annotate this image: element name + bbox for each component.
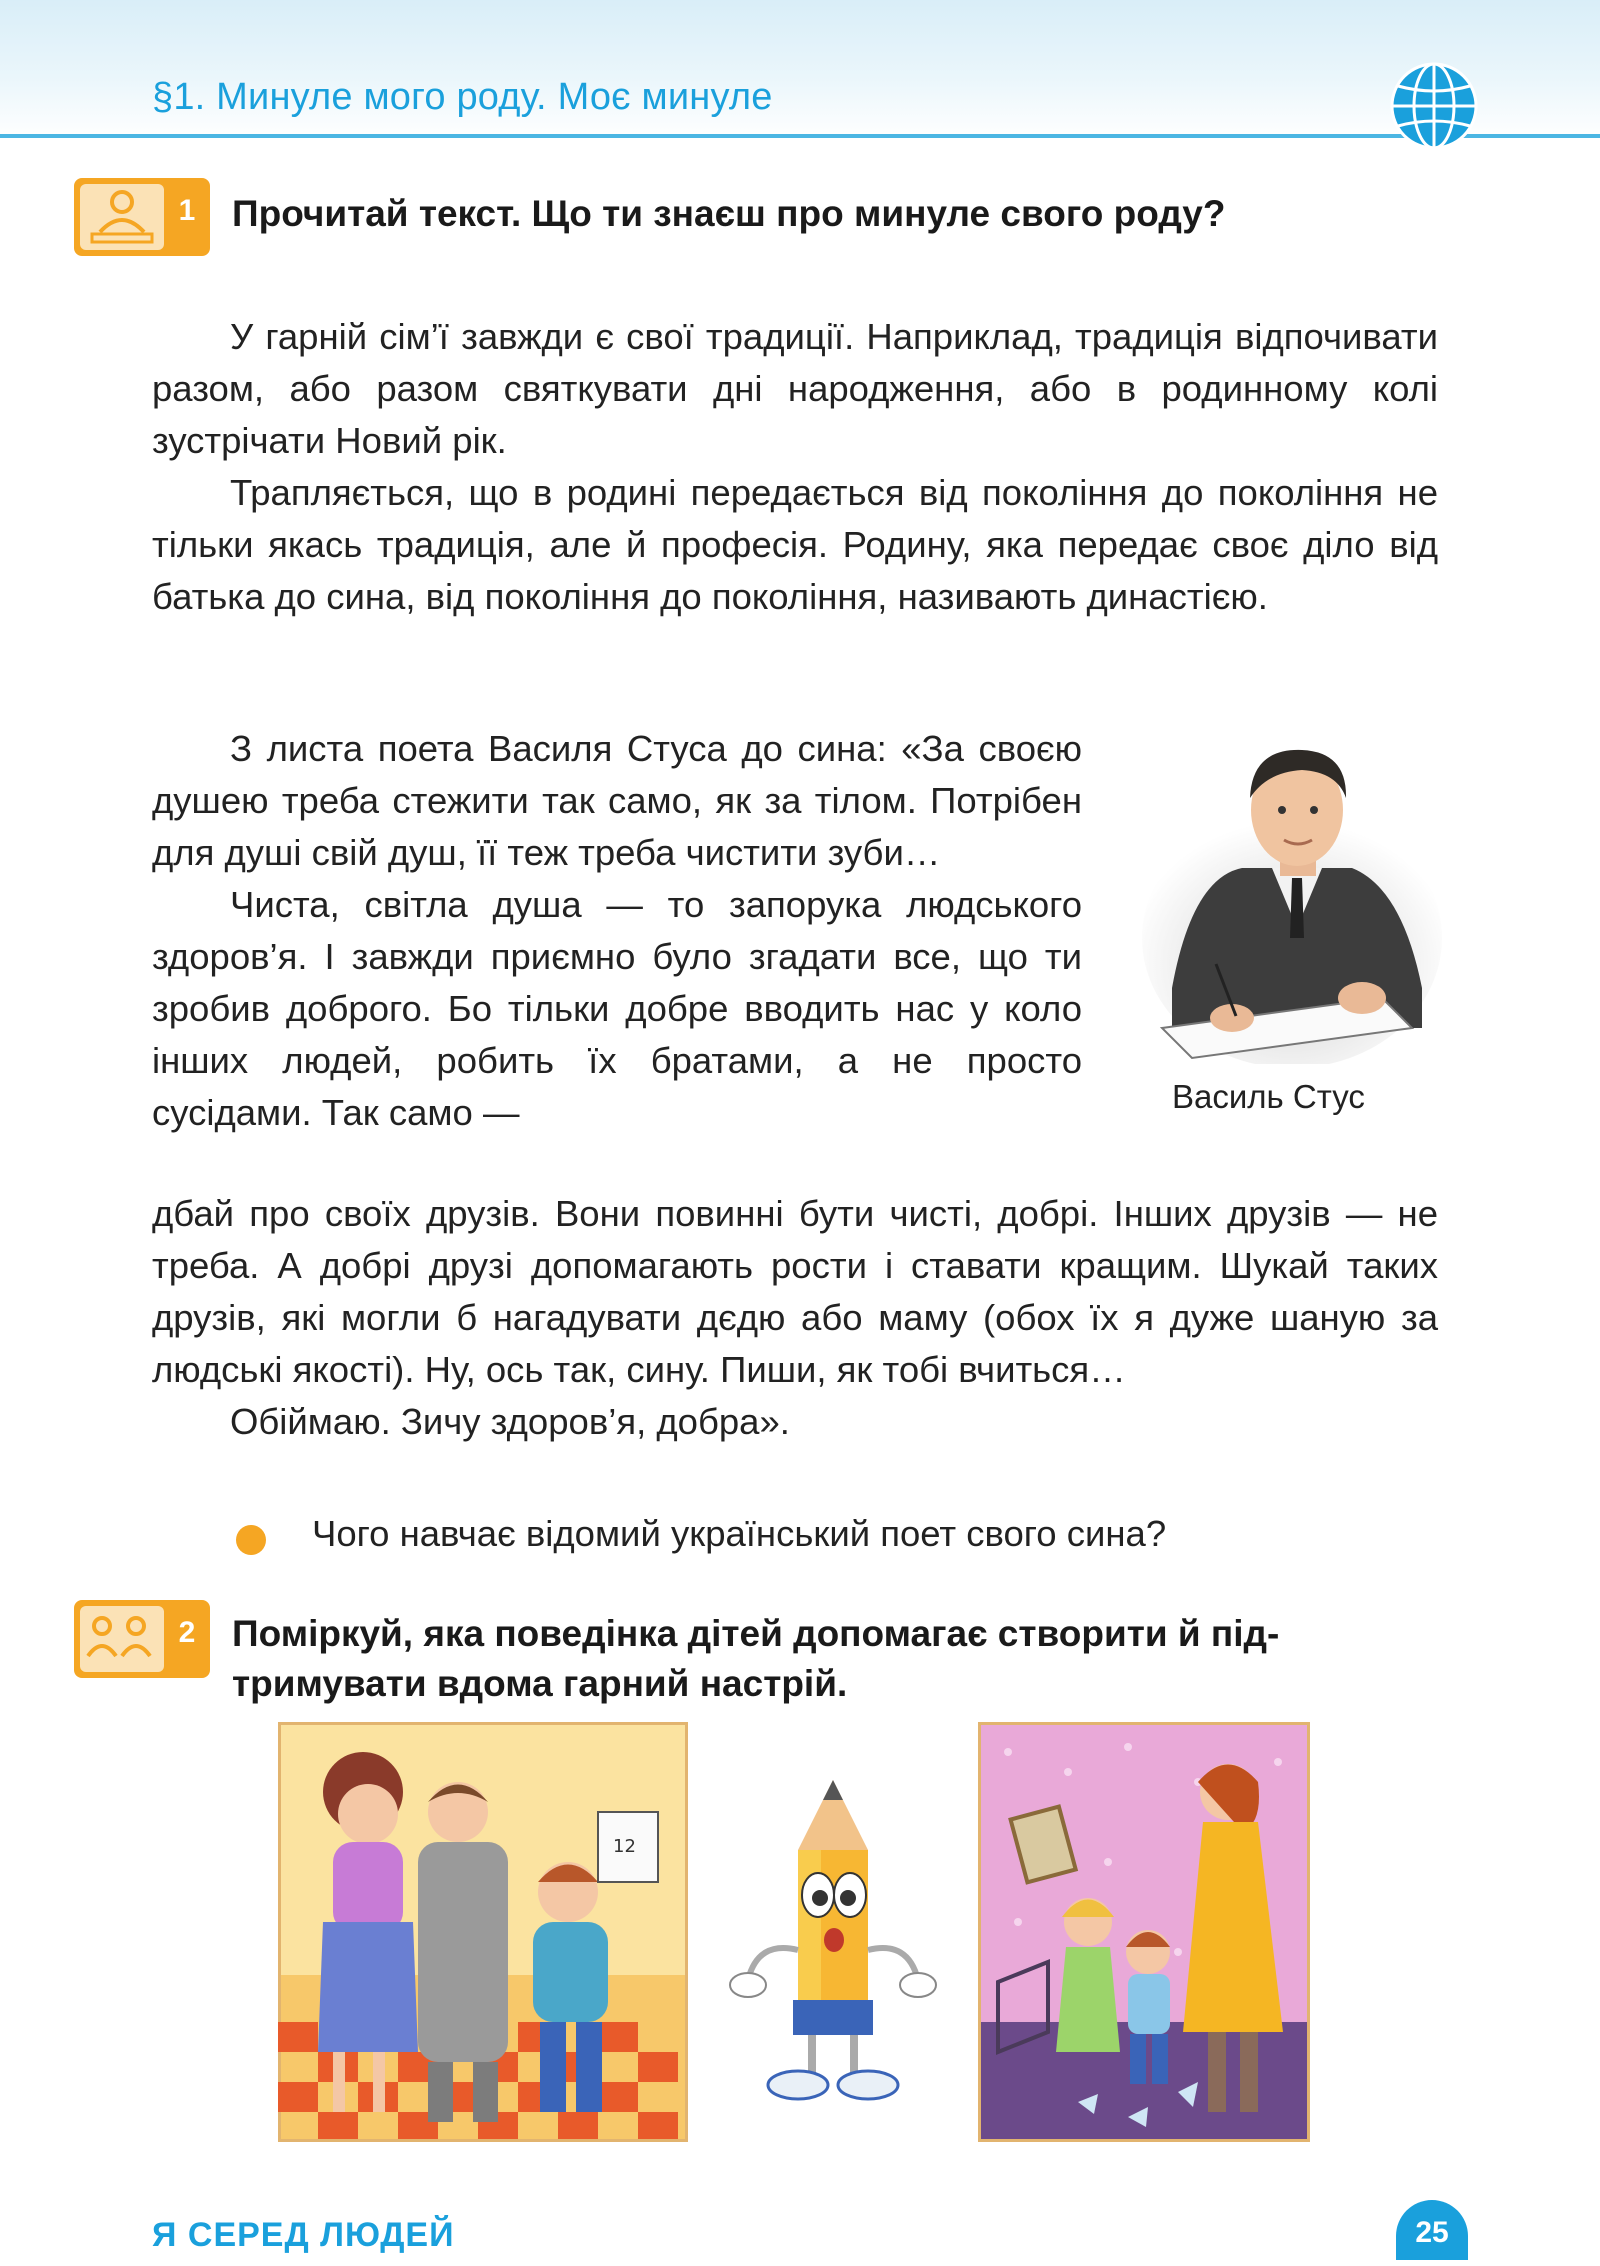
unit-title: Я СЕРЕД ЛЮДЕЙ	[152, 2216, 455, 2254]
pencil-mascot-illustration	[728, 1780, 938, 2110]
text-block-letter	[152, 723, 1082, 1139]
page-number: 25	[1396, 2200, 1468, 2260]
section-title: §1. Минуле мого роду. Моє минуле	[152, 76, 773, 118]
task-1-title: Прочитай текст. Що ти знаєш про минуле свого роду?	[232, 193, 1226, 234]
text-block-1	[152, 311, 1438, 623]
task-number-1: 1	[178, 194, 196, 227]
broken-vase-illustration	[978, 1722, 1310, 2142]
paragraph-letter-closing: Обіймаю. Зичу здоров’я, добра».	[230, 1401, 790, 1442]
portrait-caption: Василь Стус	[1172, 1078, 1365, 1115]
paragraph-letter-intro: З листа поета Василя Стуса до сина: «За своєю душею треба стежити так само, як за тілом. Потрібен для душі свій душ, її теж треба чистити зуби…	[152, 728, 1082, 873]
text-block-letter-cont	[152, 1188, 1438, 1448]
task-2-title-line-2: тримувати вдома гарний настрій.	[232, 1663, 848, 1704]
family-illustration	[278, 1722, 688, 2142]
paragraph-traditions: У гарній сім’ї завжди є свої традиції. Наприклад, традиція відпочивати разом, або разом святкувати дні народження, або в родинному колі зустрічати Новий рік.	[152, 316, 1438, 461]
paragraph-letter-friends: дбай про своїх друзів. Вони повинні бути чисті, добрі. Інших друзів — не треба. А добрі друзі допомагають рости і ставати кращим. Шукай таких друзів, які могли б нагадувати дєдю або маму (обох їх я дуже шаную за людські якості). Ну, ось так, сину. Пиши, як тобі вчиться…	[152, 1193, 1438, 1390]
globe-icon	[1388, 60, 1480, 152]
paragraph-dynasty: Трапляється, що в родині передається від покоління до покоління не тільки якась традиція, але й професія. Родину, яка передає своє діло від батька до сина, від покоління до покоління, називають династією.	[152, 472, 1438, 617]
paragraph-letter-soul: Чиста, світла душа — то запорука людського здоров’я. І завжди приємно було згадати все, що ти зробив доброго. Бо тільки добре вводить нас у коло інших людей, робить їх братами, а не просто сусідами. Так само —	[152, 884, 1082, 1133]
header-rule	[0, 134, 1600, 138]
task-number-2: 2	[178, 1616, 196, 1649]
notebook-grade: 12	[613, 1836, 636, 1857]
page-header	[0, 0, 1600, 150]
header-background	[0, 0, 1600, 140]
task-2-title-line-1: Поміркуй, яка поведінка дітей допомагає створити й під-	[232, 1613, 1280, 1654]
question-text: Чого навчає відомий український поет свого сина?	[312, 1513, 1167, 1554]
portrait-vasyl-stus	[1132, 728, 1442, 1064]
bullet-icon	[236, 1525, 266, 1555]
